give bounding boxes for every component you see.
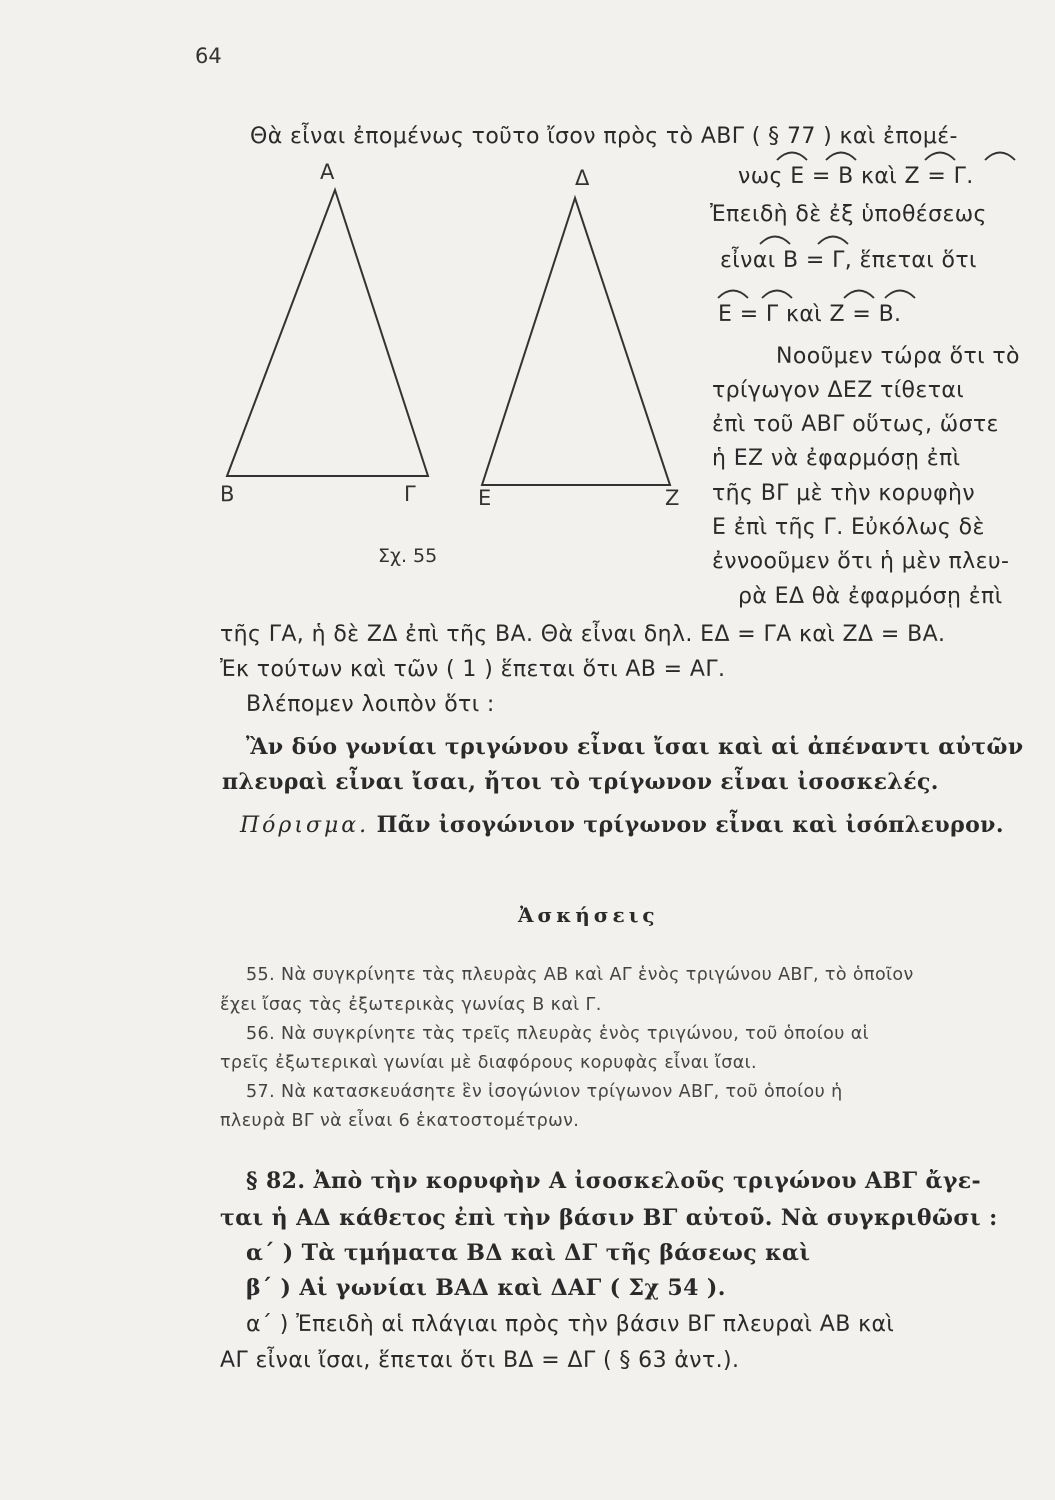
exercise-line: 56. Νὰ συγκρίνητε τὰς τρεῖς πλευρὰς ἑνὸς τριγώνου, τοῦ ὁποίου αἱ (246, 1024, 869, 1044)
proof-line: ΑΓ εἶναι ἴσαι, ἕπεται ὅτι ΒΔ = ΔΓ ( § 63 ἀντ.). (220, 1348, 740, 1373)
text-line-intro: Θὰ εἶναι ἐπομένως τοῦτο ἴσον πρὸς τὸ ΑΒΓ ( § 77 ) καὶ ἐπομέ- (250, 124, 958, 149)
text-line-right: Ε ἐπὶ τῆς Γ. Εὐκόλως δὲ (712, 515, 985, 540)
text-line: Βλέπομεν λοιπὸν ὅτι : (246, 692, 495, 717)
text-line-right: ἐπὶ τοῦ ΑΒΓ οὕτως, ὥστε (712, 412, 999, 437)
proof-line: α΄ ) Ἐπειδὴ αἱ πλάγιαι πρὸς τὴν βάσιν ΒΓ πλευραὶ ΑΒ καὶ (246, 1312, 895, 1337)
text-line-right: Νοοῦμεν τώρα ὅτι τὸ (776, 344, 1020, 369)
vertex-label-a: Α (320, 160, 335, 184)
text-line-right: ρὰ ΕΔ θὰ ἐφαρμόσῃ ἐπὶ (738, 584, 1003, 609)
vertex-label-d: Δ (575, 166, 590, 190)
text-line-right: ἡ ΕΖ νὰ ἐφαρμόσῃ ἐπὶ (712, 446, 961, 471)
text-line-right: Ε = Γ καὶ Ζ = Β. (718, 302, 902, 327)
porisma-text: Πᾶν ἰσογώνιον τρίγωνον εἶναι καὶ ἰσόπλευρον. (376, 812, 1004, 838)
exercises-heading: Ἀσκήσεις (518, 903, 659, 927)
exercise-line: 57. Νὰ κατασκευάσητε ἓν ἰσογώνιον τρίγωνον ΑΒΓ, τοῦ ὁποίου ἡ (246, 1082, 843, 1102)
exercise-line: τρεῖς ἐξωτερικαὶ γωνίαι μὲ διαφόρους κορυφὰς εἶναι ἴσαι. (220, 1053, 757, 1073)
section-line: α΄ ) Τὰ τμήματα ΒΔ καὶ ΔΓ τῆς βάσεως καὶ (246, 1240, 811, 1266)
porisma-line (240, 812, 1004, 838)
theorem-line: πλευραὶ εἶναι ἴσαι, ἤτοι τὸ τρίγωνον εἶναι ἰσοσκελές. (222, 769, 939, 795)
text-line-right: εἶναι Β = Γ, ἕπεται ὅτι (720, 248, 977, 273)
text-line-right: τῆς ΒΓ μὲ τὴν κορυφὴν (712, 481, 976, 506)
theorem-line: Ἂν δύο γωνίαι τριγώνου εἶναι ἴσαι καὶ αἱ ἀπέναντι αὐτῶν (246, 734, 1024, 760)
section-line: ται ἡ ΑΔ κάθετος ἐπὶ τὴν βάσιν ΒΓ αὐτοῦ. Νὰ συγκριθῶσι : (220, 1205, 998, 1231)
vertex-label-g: Γ (404, 482, 416, 506)
vertex-label-e: Ε (478, 486, 492, 510)
exercise-line: 55. Νὰ συγκρίνητε τὰς πλευρὰς ΑΒ καὶ ΑΓ ἑνὸς τριγώνου ΑΒΓ, τὸ ὁποῖον (246, 965, 914, 985)
exercise-line: πλευρὰ ΒΓ νὰ εἶναι 6 ἑκατοστομέτρων. (220, 1111, 580, 1131)
angle-hat-marks (0, 0, 1055, 340)
text-line: Ἐκ τούτων καὶ τῶν ( 1 ) ἕπεται ὅτι ΑΒ = ΑΓ. (220, 657, 726, 682)
page-number: 64 (195, 44, 222, 68)
text-line-right: νως Ε = Β καὶ Ζ = Γ. (738, 164, 974, 189)
figure-caption: Σχ. 55 (378, 545, 438, 567)
section-line: § 82. Ἀπὸ τὴν κορυφὴν Α ἰσοσκελοῦς τριγώνου ΑΒΓ ἄγε- (246, 1168, 982, 1194)
text-line-right: ἐννοοῦμεν ὅτι ἡ μὲν πλευ- (712, 549, 1010, 574)
vertex-label-z: Ζ (665, 486, 680, 510)
text-line-right: τρίγωγον ΔΕΖ τίθεται (712, 378, 965, 403)
exercise-line: ἔχει ἴσας τὰς ἐξωτερικὰς γωνίας Β καὶ Γ. (220, 995, 602, 1015)
vertex-label-b: Β (220, 482, 235, 506)
text-line-right: Ἐπειδὴ δὲ ἐξ ὑποθέσεως (710, 202, 987, 227)
text-line: τῆς ΓΑ, ἡ δὲ ΖΔ ἐπὶ τῆς ΒΑ. Θὰ εἶναι δηλ. ΕΔ = ΓΑ καὶ ΖΔ = ΒΑ. (220, 622, 946, 647)
porisma-label: Πόρισμα. (240, 813, 370, 838)
section-line: β΄ ) Αἱ γωνίαι ΒΑΔ καὶ ΔΑΓ ( Σχ 54 ). (246, 1275, 726, 1301)
